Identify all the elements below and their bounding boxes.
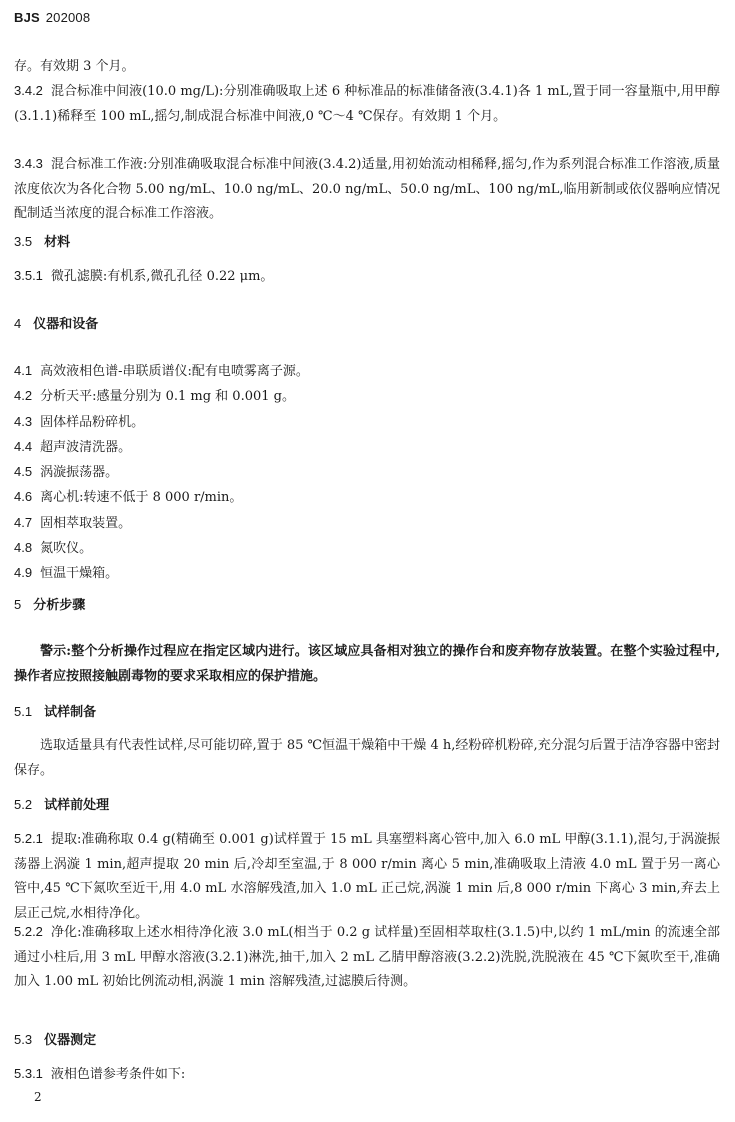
list-item: 4.6 离心机:转速不低于 8 000 r/min。: [14, 489, 243, 506]
clause-text: 混合标准中间液(10.0 mg/L):分别准确吸取上述 6 种标准品的标准储备液(3.4.1)各 1 mL,置于同一容量瓶中,用甲醇(3.1.1)稀释至 100 mL,摇匀,制成混合标准中间液,0 ℃～4 ℃保存。有效期 1 个月。: [14, 84, 720, 124]
header-code: 202008: [45, 10, 91, 25]
header-prefix: BJS: [14, 10, 40, 25]
list-item: 4.3 固体样品粉碎机。: [14, 413, 145, 430]
paragraph-5-3-1: [14, 1062, 720, 1088]
paragraph-5-2-2: [14, 920, 720, 995]
clause-text: 提取:准确称取 0.4 g(精确至 0.001 g)试样置于 15 mL 具塞塑料离心管中,加入 6.0 mL 甲醇(3.1.1),混匀,于涡漩振荡器上涡漩 1 min,超声提取 20 min 后,冷却至室温,于 8 000 r/min 离心 5 min,准确吸取上清液 4.0 mL 置于另一离心管中,45 ℃下氮吹至近干,用 4.0 mL 水溶解残渣,加入 1.0 mL 正己烷,涡漩 1 min 后,8 000 r/min 下离心 3 min,弃去上层正己烷,水相待净化。: [14, 832, 720, 921]
list-item: 4.9 恒温干燥箱。: [14, 565, 119, 582]
list-item: 4.5 涡漩振荡器。: [14, 464, 119, 481]
clause-number: 5.2.1: [14, 831, 43, 846]
clause-text: 微孔滤膜:有机系,微孔孔径 0.22 μm。: [50, 269, 274, 284]
document-header: [14, 10, 90, 25]
list-item: 4.1 高效液相色谱-串联质谱仪:配有电喷雾离子源。: [14, 363, 309, 379]
clause-number: 3.5.1: [14, 268, 43, 283]
list-item: 4.8 氮吹仪。: [14, 540, 93, 557]
clause-text: 净化:准确移取上述水相待净化液 3.0 mL(相当于 0.2 g 试样量)至固相萃取柱(3.1.5)中,以约 1 mL/min 的流速全部通过小柱后,用 3 mL 甲醇水溶液(3.2.1)淋洗,抽干,加入 2 mL 乙腈甲醇溶液(3.2.2)洗脱,洗脱液在 45 ℃下氮吹至干,准确加入 1.00 mL 初始比例流动相,涡漩 1 min 溶解残渣,过滤膜后待测。: [14, 925, 720, 989]
clause-text: 混合标准工作液:分别准确吸取混合标准中间液(3.4.2)适量,用初始流动相稀释,摇匀,作为系列混合标准工作溶液,质量浓度依次为各化合物 5.00 ng/mL、10.0 ng/mL、20.0 ng/mL、50.0 ng/mL、100 ng/mL,临用新制或依仪器响应情况配制适当浓度的混合标准工作溶液。: [14, 157, 720, 221]
section-heading-5-3: 5.3 仪器测定: [14, 1032, 97, 1047]
list-item: 4.4 超声波清洗器。: [14, 438, 132, 455]
section-heading-5-2: 5.2 试样前处理: [14, 797, 110, 812]
clause-number: 3.4.2: [14, 83, 43, 98]
clause-text: 液相色谱参考条件如下:: [50, 1067, 186, 1082]
paragraph-5-1: 选取适量具有代表性试样,尽可能切碎,置于 85 ℃恒温干燥箱中干燥 4 h,经粉碎机粉碎,充分混匀后置于洁净容器中密封保存。: [14, 738, 720, 778]
section-heading-5: 5 分析步骤: [14, 597, 86, 612]
paragraph-3-4-3: [14, 152, 720, 227]
section-heading-5-1: 5.1 试样制备: [14, 704, 97, 719]
list-item: 4.2 分析天平:感量分别为 0.1 mg 和 0.001 g。: [14, 388, 295, 405]
list-item: 4.7 固相萃取装置。: [14, 514, 132, 531]
clause-number: 5.2.2: [14, 924, 43, 939]
paragraph-3-4-2: [14, 79, 720, 129]
clause-number: 3.4.3: [14, 156, 43, 171]
page-number: 2: [34, 1090, 42, 1104]
paragraph-3-5-1: [14, 264, 720, 290]
paragraph-5-2-1: [14, 827, 720, 926]
clause-number: 5.3.1: [14, 1066, 43, 1081]
paragraph-continuation: 存。有效期 3 个月。: [14, 59, 135, 74]
warning-paragraph: 警示:整个分析操作过程应在指定区域内进行。该区域应具备相对独立的操作台和废弃物存放装置。在整个实验过程中,操作者应按照接触剧毒物的要求采取相应的保护措施。: [14, 644, 720, 684]
instrument-list: [14, 359, 720, 587]
section-heading-3-5: 3.5 材料: [14, 234, 71, 249]
section-heading-4: 4 仪器和设备: [14, 316, 99, 331]
